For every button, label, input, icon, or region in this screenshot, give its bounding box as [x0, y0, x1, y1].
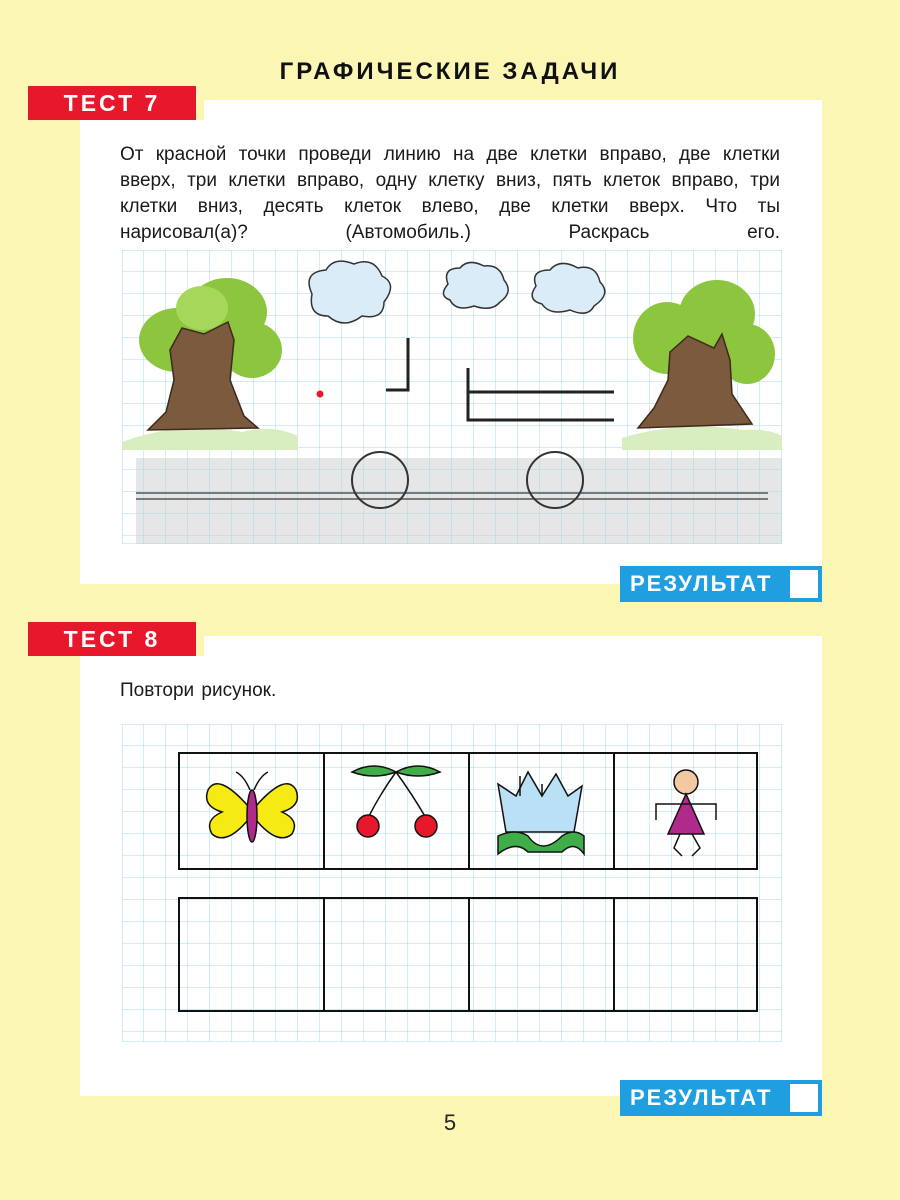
cloud-icon: [309, 261, 390, 323]
test-7-instructions: От красной точки проведи линию на две клетки вправо, две клетки вверх, три клетки вправо, одну клетку вниз, пять клеток вправо, три клетки вниз, десять клеток влево, две клетки вверх. Что ты нарисовал(а)? (Автомобиль.) Раскрась его.: [120, 144, 780, 243]
result-label: РЕЗУЛЬТАТ: [630, 1085, 773, 1110]
test-7-grid-drawing[interactable]: [122, 250, 782, 544]
cloud-icon: [532, 263, 605, 313]
test-8-grid-drawing[interactable]: [122, 724, 782, 1042]
cloud-icon: [443, 262, 508, 308]
page-number: 5: [443, 1110, 457, 1135]
test-8-instructions: Повтори рисунок.: [120, 680, 277, 701]
test-7-result-button[interactable]: [620, 566, 822, 602]
result-checkbox[interactable]: [790, 570, 818, 598]
test-7-badge: ТЕСТ 7: [28, 86, 204, 120]
result-checkbox[interactable]: [790, 1084, 818, 1112]
result-label: РЕЗУЛЬТАТ: [630, 571, 773, 596]
page-title: ГРАФИЧЕСКИЕ ЗАДАЧИ: [279, 58, 621, 85]
red-dot: [317, 391, 324, 398]
test-8-badge: ТЕСТ 8: [28, 622, 204, 656]
